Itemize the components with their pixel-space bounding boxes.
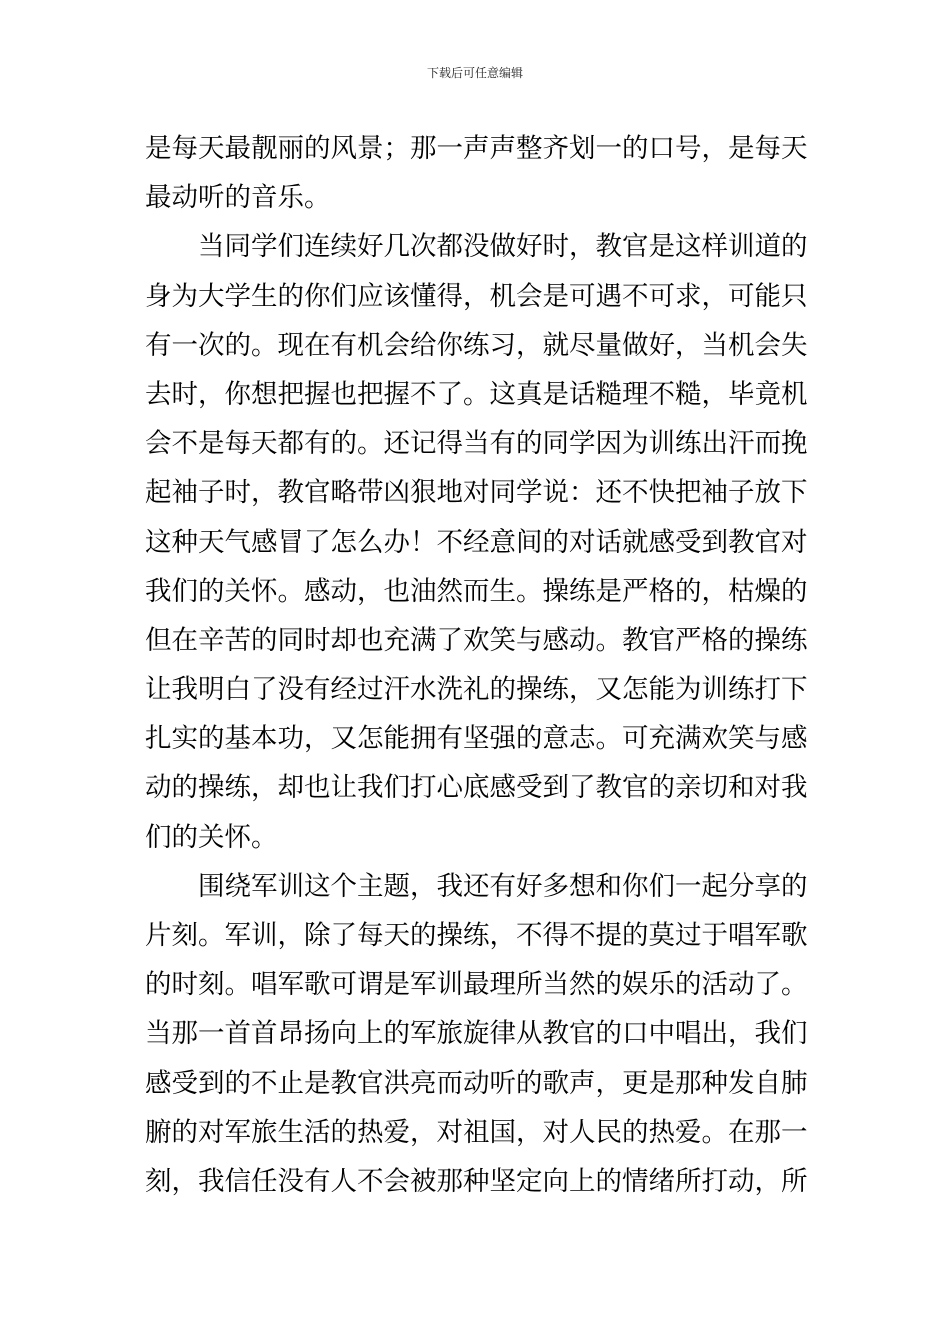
document-body [145, 124, 815, 1206]
text-line: 动的操练，却也让我们打心底感受到了教官的亲切和对我 [145, 772, 808, 804]
text-line: 感受到的不止是教官洪亮而动听的歌声，更是那种发自肺 [145, 1067, 808, 1099]
text-line: 去时，你想把握也把握不了。这真是话糙理不糙，毕竟机 [145, 378, 808, 410]
text-line: 们的关怀。 [145, 821, 278, 853]
text-line: 围绕军训这个主题，我还有好多想和你们一起分享的 [198, 870, 808, 902]
text-line: 的时刻。唱军歌可谓是军训最理所当然的娱乐的活动了。 [145, 969, 808, 1001]
text-line: 最动听的音乐。 [145, 182, 331, 214]
text-line: 腑的对军旅生活的热爱，对祖国，对人民的热爱。在那一 [145, 1116, 808, 1148]
text-line: 有一次的。现在有机会给你练习，就尽量做好，当机会失 [145, 329, 808, 361]
text-line: 扎实的基本功，又怎能拥有坚强的意志。可充满欢笑与感 [145, 723, 808, 755]
text-line: 身为大学生的你们应该懂得，机会是可遇不可求，可能只 [145, 280, 808, 312]
text-line: 当同学们连续好几次都没做好时，教官是这样训道的 [198, 231, 808, 263]
text-line: 但在辛苦的同时却也充满了欢笑与感动。教官严格的操练 [145, 624, 808, 656]
page-header: 下载后可任意编辑 [426, 66, 523, 80]
text-line: 会不是每天都有的。还记得当有的同学因为训练出汗而挽 [145, 428, 808, 460]
text-line: 是每天最靓丽的风景；那一声声整齐划一的口号，是每天 [145, 133, 808, 164]
text-line: 刻，我信任没有人不会被那种坚定向上的情绪所打动，所 [145, 1165, 808, 1197]
text-line: 我们的关怀。感动，也油然而生。操练是严格的，枯燥的 [145, 575, 808, 607]
text-line: 当那一首首昂扬向上的军旅旋律从教官的口中唱出，我们 [145, 1018, 808, 1050]
text-line: 这种天气感冒了怎么办！不经意间的对话就感受到教官对 [145, 526, 808, 558]
text-line: 让我明白了没有经过汗水洗礼的操练，又怎能为训练打下 [145, 674, 808, 706]
text-line: 起袖子时，教官略带凶狠地对同学说：还不快把袖子放下 [145, 477, 808, 509]
text-line: 片刻。军训，除了每天的操练，不得不提的莫过于唱军歌 [145, 920, 808, 951]
